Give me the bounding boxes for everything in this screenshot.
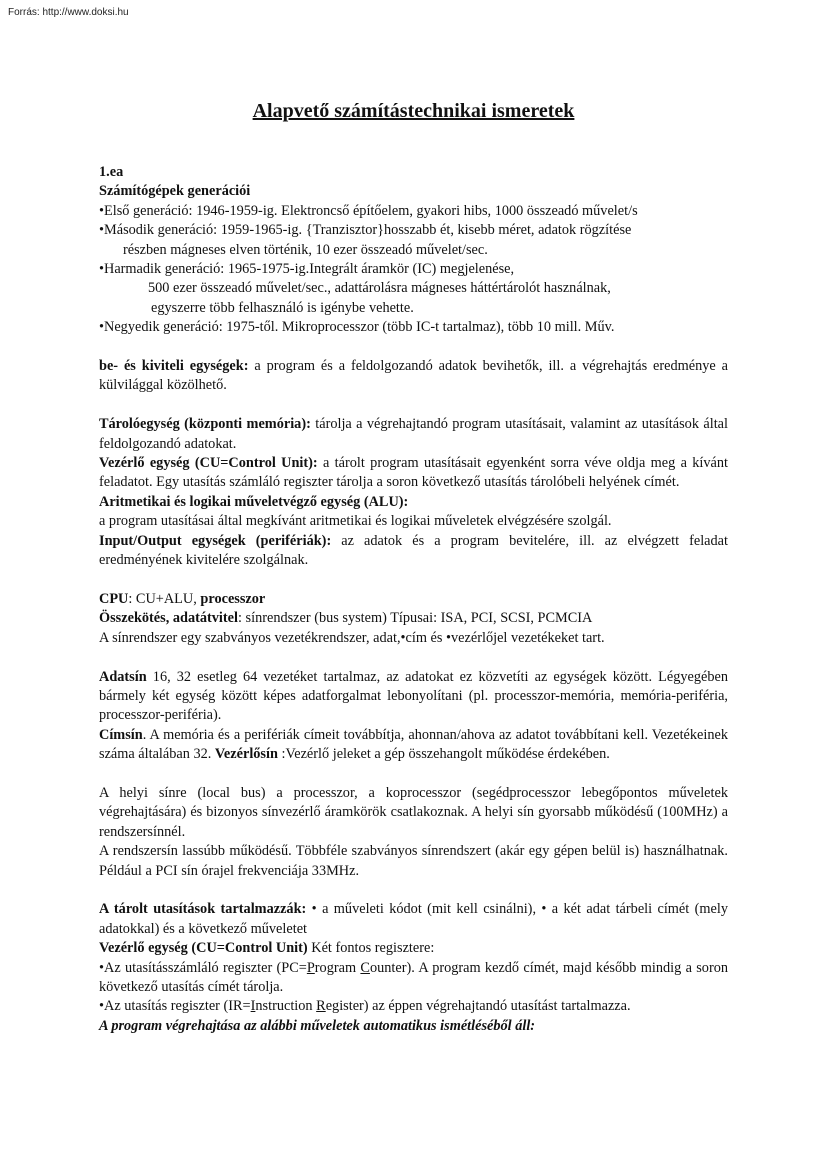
- address-bus-term: Címsín: [99, 726, 143, 743]
- source-note: Forrás: http://www.doksi.hu: [8, 7, 129, 18]
- memory-term: Tárolóegység (központi memória):: [99, 416, 311, 433]
- generation-1: •Első generáció: 1946-1959-ig. Elektroncső építőelem, gyakori hibs, 1000 összeadó művelet/s: [99, 202, 638, 219]
- memory-paragraph: [99, 415, 728, 454]
- generation-2-cont: részben mágneses elven történik, 10 ezer összeadó művelet/sec.: [123, 241, 488, 258]
- pc-text-a: •Az utasításszámláló regiszter (PC=: [99, 959, 307, 976]
- connection-text: : sínrendszer (bus system) Típusai: ISA, PCI, SCSI, PCMCIA: [237, 610, 593, 627]
- ir-text-b: nstruction: [255, 998, 317, 1015]
- stored-instructions-paragraph: [99, 900, 728, 939]
- pc-register-paragraph: [99, 959, 728, 998]
- registers-text: Két fontos regisztere:: [307, 940, 435, 957]
- io-text: a program és a feldolgozandó adatok bevihetők, ill. a végrehajtás eredménye a külvilággal közölhető.: [99, 358, 728, 394]
- control-unit-term: Vezérlő egység (CU=Control Unit):: [99, 455, 318, 472]
- cpu-processor: processzor: [200, 590, 266, 607]
- io-term: be- és kiviteli egységek:: [99, 358, 249, 375]
- control-unit-paragraph: [99, 454, 728, 493]
- section-heading-generations: Számítógépek generációi: [99, 183, 251, 200]
- data-bus-paragraph: [99, 668, 728, 726]
- document-body: [99, 163, 728, 1036]
- alu-text: a program utasításai által megkívánt aritmetikai és logikai műveletek elvégzésére szolgál.: [99, 513, 612, 530]
- program-execution-line: A program végrehajtása az alábbi műveletek automatikus ismétléséből áll:: [99, 1017, 536, 1034]
- generation-4: •Negyedik generáció: 1975-től. Mikroprocesszor (több IC-t tartalmaz), több 10 mill. Műv.: [99, 319, 615, 336]
- connection-term: Összekötés, adatátvitel: [99, 610, 238, 627]
- ir-register-paragraph: [99, 997, 728, 1016]
- control-bus-term: Vezérlősín: [214, 746, 278, 763]
- pc-text-b: rogram: [314, 959, 361, 976]
- data-bus-term: Adatsín: [99, 668, 147, 685]
- generation-2: •Második generáció: 1959-1965-ig. {Tranzisztor}hosszabb ét, kisebb méret, adatok rögzítése: [99, 222, 632, 239]
- peripherals-term: Input/Output egységek (perifériák):: [99, 532, 332, 549]
- generation-3-cont2: egyszerre több felhasználó is igénybe vehette.: [151, 299, 414, 316]
- ir-letter-r: R: [316, 998, 326, 1015]
- pc-letter-p: P: [306, 959, 315, 976]
- local-bus-paragraph: A helyi sínre (local bus) a processzor, a koprocesszor (segédprocesszor lebegőpontos műveletek végrehajtására) és bizonyos sínvezérlő áramkörök csatlakoznak. A helyi sín gyorsabb működésű (100MHz) a rendszersínnél.: [99, 784, 728, 840]
- peripherals-text: az adatok és a program bevitelére, ill. az elvégzett feladat eredményének kivitelére szolgálnak.: [99, 532, 728, 569]
- pc-letter-c: C: [360, 959, 370, 976]
- ir-text-c: egister) az éppen végrehajtandó utasítást tartalmazza.: [325, 998, 631, 1015]
- control-bus-text: :Vezérlő jeleket a gép összehangolt működése érdekében.: [277, 746, 610, 763]
- cpu-line: [99, 590, 728, 609]
- stored-instructions-text: • a műveleti kódot (mit kell csinálni), • a két adat tárbeli címét (mely adatokkal) és a következő műveletet: [99, 901, 728, 937]
- memory-text: tárolja a végrehajtandó program utasításait, valamint az utasítások által feldolgozandó adatokat.: [99, 416, 728, 452]
- peripherals-paragraph: [99, 532, 728, 571]
- lecture-number: 1.ea: [99, 164, 124, 180]
- cpu-mid: : CU+ALU,: [128, 590, 201, 607]
- cpu-term: CPU: [99, 590, 129, 607]
- generation-3-cont1: 500 ezer összeadó művelet/sec., adattárolásra mágneses háttértárolót használnak,: [148, 280, 611, 297]
- ir-text-a: •Az utasítás regiszter (IR=: [99, 998, 251, 1015]
- page-title: Alapvető számítástechnikai ismeretek: [252, 100, 575, 122]
- connection-line: [99, 609, 728, 628]
- system-bus-paragraph: A rendszersín lassúbb működésű. Többféle szabványos sínrendszert (akár egy gépen belül is) használhatnak. Például a PCI sín órajel frekvenciája 33MHz.: [99, 843, 728, 879]
- ir-letter-i: I: [250, 998, 256, 1015]
- control-unit-text: a tárolt program utasításait egyenként sorra véve oldja meg a kívánt feladatot. Egy utasítás számláló regiszter tárolja a soron következő utasítás tárolóbeli helyének címét.: [99, 455, 729, 491]
- io-paragraph: [99, 357, 728, 396]
- alu-term: Aritmetikai és logikai műveletvégző egység (ALU):: [99, 493, 409, 510]
- stored-instructions-term: A tárolt utasítások tartalmazzák:: [99, 901, 307, 918]
- generation-3: •Harmadik generáció: 1965-1975-ig.Integrált áramkör (IC) megjelenése,: [99, 261, 515, 278]
- data-bus-text: 16, 32 esetleg 64 vezetéket tartalmaz, az adatokat ez közvetíti az egységek között. Légyegében bármely két egység között képes adatforgalmat lebonyolítani (pl. processzor-memória, memória-periféria, processzor-periféria).: [99, 668, 728, 724]
- address-bus-paragraph: [99, 726, 728, 765]
- pc-text-d: ounter). A program kezdő címét, majd később mindig a soron következő utasítás címét tárolja.: [99, 959, 729, 995]
- registers-line: [99, 939, 728, 958]
- registers-term: Vezérlő egység (CU=Control Unit): [99, 940, 308, 957]
- address-bus-text: . A memória és a perifériák címeit továbbítja, ahonnan/ahova az adatot továbbítani kell. Vezetékeinek száma általában 32.: [99, 726, 728, 763]
- bus-line: A sínrendszer egy szabványos vezetékrendszer, adat,•cím és •vezérlőjel vezetékeket tart.: [99, 629, 605, 646]
